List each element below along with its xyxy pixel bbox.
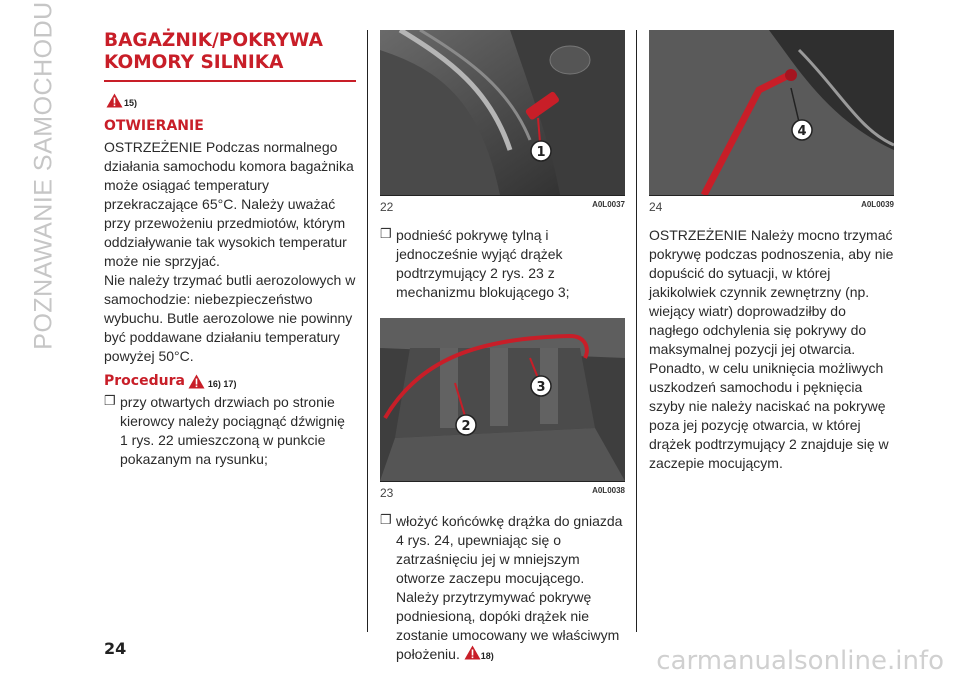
step-3-ref: 18) [480, 651, 494, 661]
procedure-heading: Procedura [104, 373, 185, 389]
step-3-body: włożyć końcówkę drążka do gniazda 4 rys. 24, upewniając się o zatrzaśnięciu jej w mniejszym otworze zaczepu mocującego. Należy przytrzymywać pokrywę podniesioną, dopóki drążek nie zostanie umocowany we właściwym położeniu. [396, 513, 623, 662]
warning-triangle-icon [464, 645, 481, 660]
figure-code: A0L0039 [861, 200, 894, 209]
figure-24-caption [649, 195, 894, 214]
trunk-strut-photo [380, 318, 625, 481]
title-line-2: KOMORY SILNIKA [104, 52, 284, 73]
aerosol-paragraph: Nie należy trzymać butli aerozolowych w samochodzie: niebezpieczeństwo wybuchu. Butle aerozolowe nie powinny być poddawane działaniu temperatury powyżej 50°C. [104, 272, 356, 364]
page-title [104, 30, 356, 78]
procedure-heading-row [104, 373, 356, 389]
figure-23-caption [380, 481, 625, 500]
column-divider [367, 30, 368, 632]
step-3-text [396, 512, 625, 664]
side-tab-label: POZNAWANIE SAMOCHODU [29, 0, 58, 350]
column-right [649, 30, 894, 473]
checkbox-bullet-icon: ❒ [380, 512, 392, 527]
figure-code: A0L0038 [592, 486, 625, 495]
figure-code: A0L0037 [592, 200, 625, 209]
watermark: carmanualsonline.info [656, 646, 944, 676]
column-divider [636, 30, 637, 632]
figure-number: 22 [380, 200, 394, 214]
figure-22-image [380, 30, 625, 195]
page-number: 24 [104, 639, 127, 658]
strut-socket-photo [649, 30, 894, 195]
list-item [104, 393, 356, 469]
list-item [380, 226, 625, 302]
figure-23-image [380, 318, 625, 481]
figure-24-image [649, 30, 894, 195]
section-heading: OTWIERANIE [104, 118, 204, 134]
callout-2: 2 [461, 419, 471, 434]
checkbox-bullet-icon: ❒ [380, 226, 392, 241]
title-line-1: BAGAŻNIK/POKRYWA [104, 30, 323, 51]
column-left [104, 30, 356, 469]
warning-triangle-icon [106, 93, 123, 108]
figure-number: 23 [380, 486, 394, 500]
warning-triangle-icon [188, 374, 205, 389]
warning-paragraph: OSTRZEŻENIE Podczas normalnego działania samochodu komora bagażnika może osiągać temperatury przekraczające 65°C. Należy uważać przy przewożeniu przedmiotów, którym oddziaływanie tak wysokich temperatur może nie sprzyjać. [104, 139, 354, 269]
hold-warning-paragraph: OSTRZEŻENIE Należy mocno trzymać pokrywę podczas podnoszenia, aby nie dopuścić do sytuacji, w której jakikolwiek czynnik zewnętrzny (np. wiejący wiatr) doprowadziłby do nagłego odchylenia się pokrywy do maksymalnej pozycji jej otwarcia. Ponadto, w celu uniknięcia możliwych uszkodzeń samochodu i pęknięcia szyby nie należy naciskać na pokrywę poza jej pozycję otwarcia, w której drążek podtrzymujący 2 znajduje się w zaczepie mocującym. [649, 227, 894, 471]
side-tab [24, 0, 64, 350]
step-2-text: podnieść pokrywę tylną i jednocześnie wyjąć drążek podtrzymujący 2 rys. 23 z mechanizmu blokującego 3; [396, 227, 570, 300]
figure-22-caption [380, 195, 625, 214]
callout-3: 3 [536, 380, 546, 395]
trunk-lever-photo [380, 30, 625, 195]
warning-ref [106, 90, 356, 108]
callout-1: 1 [536, 145, 546, 160]
callout-4: 4 [797, 124, 807, 139]
figure-number: 24 [649, 200, 663, 214]
list-item [380, 512, 625, 664]
procedure-refs: 16) 17) [207, 379, 237, 389]
warning-ref-number: 15) [124, 98, 138, 108]
column-middle [380, 30, 625, 664]
title-rule [104, 80, 356, 82]
step-1-text: przy otwartych drzwiach po stronie kierowcy należy pociągnąć dźwignię 1 rys. 22 umieszczoną w punkcie pokazanym na rysunku; [120, 394, 345, 467]
checkbox-bullet-icon: ❒ [104, 393, 116, 408]
